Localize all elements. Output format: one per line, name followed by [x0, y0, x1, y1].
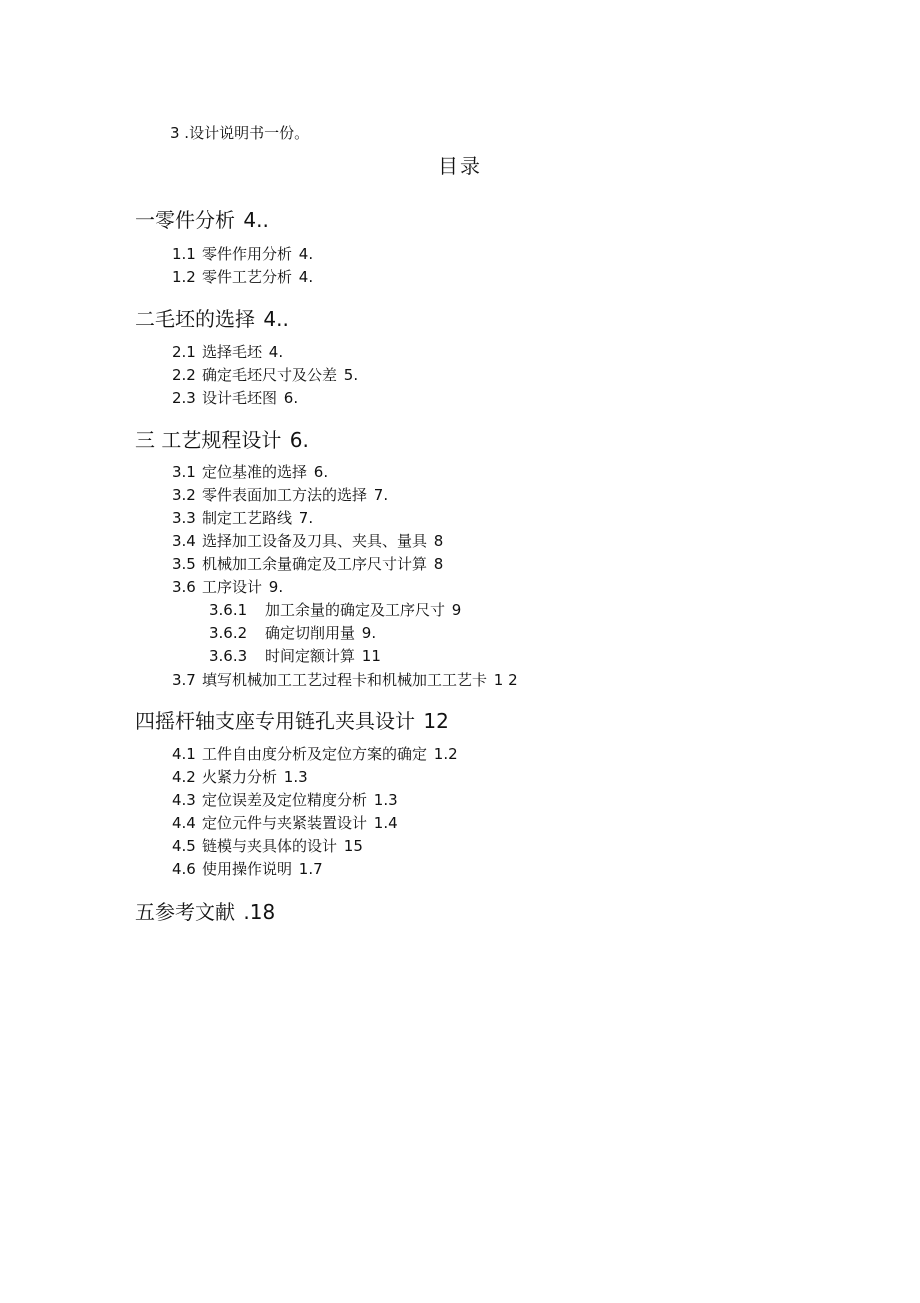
toc-entry: [172, 341, 283, 362]
toc-entry-page: 4..: [257, 307, 289, 331]
toc-entry-page: 4.: [294, 268, 314, 286]
toc-entry-title: 机械加工余量确定及工序尺寸计算: [202, 555, 428, 573]
toc-entry-number: 2.2: [172, 366, 196, 384]
toc-entry: [172, 266, 313, 287]
toc-entry-page: 12: [417, 709, 449, 733]
toc-entry-page: 11: [357, 647, 381, 665]
toc-entry: [209, 645, 381, 666]
toc-entry-number: 3.6.3: [209, 647, 248, 665]
toc-entry: [135, 705, 449, 734]
toc-entry-number: 3.1: [172, 463, 196, 481]
toc-entry: [172, 553, 443, 574]
toc-entry-title: 二毛坯的选择: [135, 307, 255, 331]
toc-entry: [172, 669, 518, 690]
toc-entry-number: 4.2: [172, 768, 196, 786]
toc-entry-page: 4..: [237, 208, 269, 232]
toc-title: 目录: [438, 154, 482, 178]
toc-entry-title: 一零件分析: [135, 208, 235, 232]
toc-entry-page: 9.: [357, 624, 377, 642]
toc-entry-number: 1.1: [172, 245, 196, 263]
toc-entry-page: .18: [237, 900, 276, 924]
toc-entry-number: 4.3: [172, 791, 196, 809]
toc-entry-page: 1 2: [489, 671, 518, 689]
toc-entry: [135, 896, 275, 925]
toc-entry-number: 3.5: [172, 555, 196, 573]
toc-entry-page: 6.: [283, 428, 309, 452]
toc-entry: [209, 599, 461, 620]
toc-entry-number: 4.4: [172, 814, 196, 832]
toc-entry-number: 4.5: [172, 837, 196, 855]
toc-entry-page: 6.: [279, 389, 299, 407]
toc-entry-title: 火紧力分析: [202, 768, 278, 786]
toc-entry-title: 四摇杆轴支座专用链孔夹具设计: [135, 709, 415, 733]
toc-entry-title: 定位元件与夹紧装置设计: [202, 814, 368, 832]
toc-entry-page: 9: [447, 601, 462, 619]
toc-entry-page: 1.2: [429, 745, 458, 763]
toc-entry-number: 4.1: [172, 745, 196, 763]
toc-entry: [172, 530, 443, 551]
toc-entry-page: 15: [339, 837, 363, 855]
toc-entry: [172, 835, 363, 856]
toc-entry-number: 3.6.2: [209, 624, 248, 642]
toc-entry-page: 4.: [264, 343, 284, 361]
toc-entry: [172, 484, 388, 505]
toc-entry-page: 1.7: [294, 860, 323, 878]
toc-entry: [135, 303, 289, 332]
toc-entry: [172, 812, 398, 833]
toc-entry-number: 3.6.1: [209, 601, 248, 619]
toc-entry-page: 7.: [294, 509, 314, 527]
toc-entry-page: 4.: [294, 245, 314, 263]
toc-entry: [135, 204, 269, 233]
toc-entry-page: 8: [429, 555, 444, 573]
toc-entry-number: 3.6: [172, 578, 196, 596]
toc-entry-number: 3.3: [172, 509, 196, 527]
toc-entry-title: 确定切削用量: [265, 624, 356, 642]
toc-entry-title: 零件表面加工方法的选择: [202, 486, 368, 504]
toc-entry-title: 零件作用分析: [202, 245, 293, 263]
toc-entry-title: 工序设计: [202, 578, 263, 596]
toc-entry-title: 时间定额计算: [265, 647, 356, 665]
toc-entry-title: 确定毛坯尺寸及公差: [202, 366, 338, 384]
toc-entry-title: 工件自由度分析及定位方案的确定: [202, 745, 428, 763]
toc-entry-title: 设计毛坯图: [202, 389, 278, 407]
toc-entry-title: 链模与夹具体的设计: [202, 837, 338, 855]
toc-entry-title: 三 工艺规程设计: [135, 428, 282, 452]
toc-entry-title: 五参考文献: [135, 900, 235, 924]
toc-entry: [172, 461, 328, 482]
toc-entry: [172, 387, 298, 408]
toc-entry-number: 3.4: [172, 532, 196, 550]
toc-entry-number: 1.2: [172, 268, 196, 286]
toc-entry: [172, 743, 458, 764]
toc-entry: [172, 766, 308, 787]
toc-entry-page: 7.: [369, 486, 389, 504]
toc-entry: [172, 789, 398, 810]
toc-entry-title: 零件工艺分析: [202, 268, 293, 286]
toc-entry: [209, 622, 376, 643]
toc-entry-title: 使用操作说明: [202, 860, 293, 878]
toc-entry-title: 定位基准的选择: [202, 463, 308, 481]
toc-entry-number: 3.2: [172, 486, 196, 504]
toc-entry-title: 定位误差及定位精度分析: [202, 791, 368, 809]
toc-entry: [172, 576, 283, 597]
toc-entry-number: 4.6: [172, 860, 196, 878]
toc-entry: [172, 243, 313, 264]
toc-entry-page: 1.3: [369, 791, 398, 809]
toc-entry-page: 5.: [339, 366, 359, 384]
toc-entry-number: 2.1: [172, 343, 196, 361]
intro-line: 3 .设计说明书一份。: [170, 124, 310, 142]
toc-entry-title: 制定工艺路线: [202, 509, 293, 527]
toc-entry: [172, 364, 358, 385]
toc-entry-page: 1.3: [279, 768, 308, 786]
toc-entry-title: 加工余量的确定及工序尺寸: [265, 601, 446, 619]
toc-entry-page: 8: [429, 532, 444, 550]
toc-entry-title: 填写机械加工工艺过程卡和机械加工工艺卡: [202, 671, 488, 689]
toc-entry-page: 1.4: [369, 814, 398, 832]
toc-entry-page: 6.: [309, 463, 329, 481]
toc-entry-number: 2.3: [172, 389, 196, 407]
toc-entry-number: 3.7: [172, 671, 196, 689]
toc-entry-title: 选择加工设备及刀具、夹具、量具: [202, 532, 428, 550]
toc-entry: [172, 858, 323, 879]
toc-entry-page: 9.: [264, 578, 284, 596]
toc-entry: [135, 424, 309, 453]
toc-entry-title: 选择毛坯: [202, 343, 263, 361]
toc-entry: [172, 507, 313, 528]
